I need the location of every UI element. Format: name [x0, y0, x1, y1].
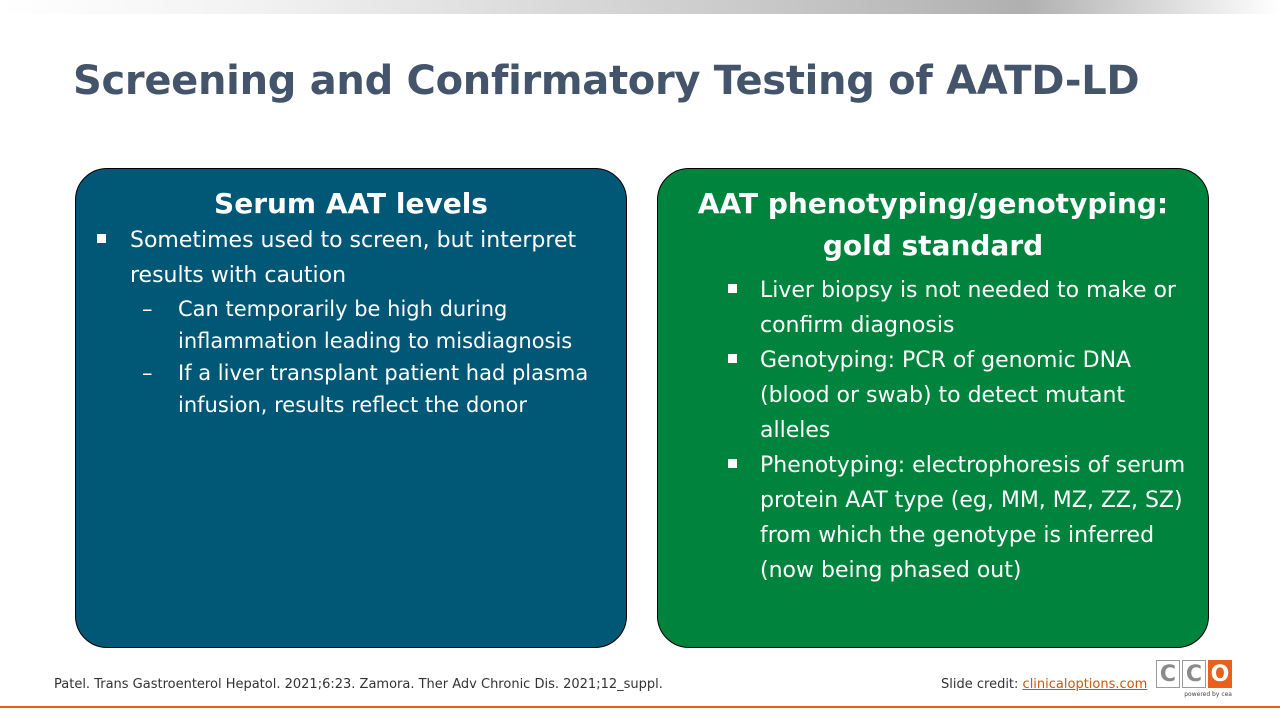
sub-list-item [142, 293, 606, 357]
slide-title: Screening and Confirmatory Testing of AATD-LD [73, 58, 1140, 104]
phenotyping-genotyping-box [657, 168, 1209, 648]
sub-list-item [142, 357, 606, 421]
square-bullet-icon [728, 284, 737, 293]
list-item [658, 448, 1208, 588]
list-item [658, 273, 1208, 343]
logo-tagline: powered by cea [1184, 691, 1232, 698]
logo-letter: C [1156, 660, 1180, 688]
serum-aat-heading: Serum AAT levels [214, 187, 488, 220]
bottom-accent-line [0, 706, 1280, 708]
square-bullet-icon [728, 459, 737, 468]
logo-letter: O [1208, 660, 1232, 688]
phenotyping-heading-line1: AAT phenotyping/genotyping: [697, 187, 1169, 220]
bullet-text: Phenotyping: electrophoresis of serum protein AAT type (eg, MM, MZ, ZZ, SZ) from which the genotype is inferred (now being phased out) [760, 453, 1186, 583]
top-gradient-bar [0, 0, 1280, 14]
phenotyping-heading-line2: gold standard [822, 229, 1044, 262]
slide-credit [941, 677, 1147, 692]
clinicaloptions-link[interactable]: clinicaloptions.com [1022, 677, 1148, 692]
slide-credit-label: Slide credit: [941, 677, 1023, 692]
cco-logo [1156, 660, 1234, 706]
logo-letter: C [1182, 660, 1206, 688]
bullet-text: Genotyping: PCR of genomic DNA (blood or swab) to detect mutant alleles [760, 348, 1132, 443]
sub-bullet-text: If a liver transplant patient had plasma infusion, results reflect the donor [178, 361, 589, 417]
dash-bullet-icon: – [142, 361, 153, 385]
square-bullet-icon [97, 234, 106, 243]
dash-bullet-icon: – [142, 297, 153, 321]
square-bullet-icon [728, 354, 737, 363]
serum-aat-box [75, 168, 627, 648]
phenotyping-heading [658, 183, 1208, 267]
bullet-text: Liver biopsy is not needed to make or confirm diagnosis [760, 278, 1176, 338]
list-item [76, 223, 626, 421]
sub-bullet-text: Can temporarily be high during inflammation leading to misdiagnosis [178, 297, 573, 353]
bullet-text: Sometimes used to screen, but interpret results with caution [130, 228, 577, 288]
references: Patel. Trans Gastroenterol Hepatol. 2021;6:23. Zamora. Ther Adv Chronic Dis. 2021;12_suppl. [54, 677, 663, 692]
list-item [658, 343, 1208, 448]
